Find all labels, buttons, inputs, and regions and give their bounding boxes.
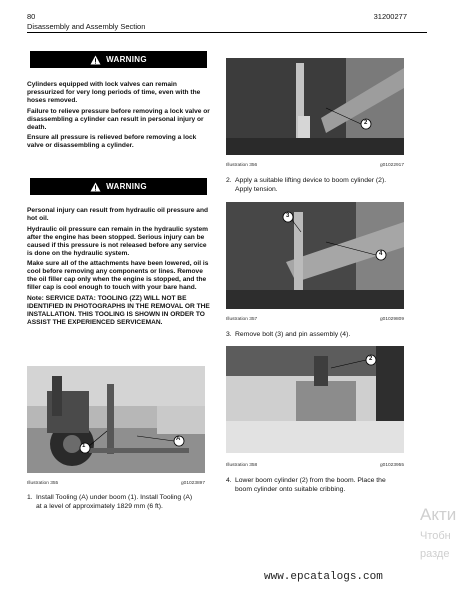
step-2	[226, 177, 416, 197]
warning-banner-2	[30, 178, 207, 195]
illustration-355-code: g01023897	[180, 481, 205, 486]
warning-paragraph: Personal injury can result from hydraulic oil pressure and hot oil.	[27, 207, 209, 222]
warning-paragraph: Failure to relieve pressure before removing a lock valve or disassembling a cylinder can result in personal injury or death.	[27, 107, 210, 131]
step-text-line: at a level of approximately 1829 mm (6 ft).	[36, 502, 163, 510]
warning-paragraph: Ensure all pressure is relieved before removing a lock valve or disassembling a cylinder.	[27, 134, 197, 150]
activation-overlay-text: Чтобн	[420, 530, 451, 542]
callout-a: A	[176, 436, 181, 442]
illustration-358-photo	[226, 346, 404, 453]
document-number: 31200277	[373, 12, 407, 21]
illustration-356-photo	[226, 58, 404, 155]
warning-paragraph: Hydraulic oil pressure can remain in the hydraulic system after the engine has been stopped. Serious injury can be caused if this pressure is not released before any service is done on the hydraulic system.	[27, 225, 209, 257]
step-text-line: Apply tension.	[235, 185, 278, 193]
step-number: 4.	[226, 477, 232, 484]
activation-overlay-title: Акти	[420, 505, 457, 524]
step-number: 1.	[27, 494, 33, 501]
callout-2: 2	[364, 120, 368, 126]
illustration-356-label: Illustration 356	[226, 163, 258, 168]
header-divider	[27, 32, 427, 33]
warning-triangle-icon	[90, 182, 101, 192]
illustration-357-label: Illustration 357	[226, 317, 258, 322]
warning-triangle-icon	[90, 55, 101, 65]
illustration-355-photo	[27, 366, 205, 473]
step-text-line: Lower boom cylinder (2) from the boom. Place the	[235, 477, 386, 484]
warning-paragraph: Cylinders equipped with lock valves can remain pressurized for very long periods of time, even with the hoses removed.	[27, 81, 201, 104]
illustration-358-label: Illustration 358	[226, 463, 258, 468]
step-text-line: boom cylinder onto suitable cribbing.	[235, 485, 346, 493]
callout-3: 3	[286, 213, 290, 219]
warning-text-1	[27, 81, 212, 153]
warning-label-2: WARNING	[106, 182, 147, 191]
service-note: Note: SERVICE DATA: TOOLING (ZZ) WILL NOT BE IDENTIFIED IN PHOTOGRAPHS IN THE REMOVAL OR THE INSTALLATION. THIS TOOLING IS SHOWN IN ORDER TO ASSIST THE EXPERIENCED SERVICEMAN.	[27, 295, 210, 326]
illustration-355-label: Illustration 355	[27, 481, 59, 486]
step-text-line: Apply a suitable lifting device to boom cylinder (2).	[235, 177, 387, 184]
step-3	[226, 331, 416, 341]
illustration-357-code: g01029809	[379, 317, 404, 322]
warning-banner-1	[30, 51, 207, 68]
footer-url: www.epcatalogs.com	[264, 571, 383, 583]
callout-4: 4	[379, 251, 383, 257]
activation-overlay-text: разде	[420, 548, 450, 560]
warning-label-1: WARNING	[106, 55, 147, 64]
step-1	[27, 494, 212, 514]
warning-text-2	[27, 207, 212, 330]
step-number: 2.	[226, 177, 232, 184]
illustration-356-code: g01022917	[379, 163, 404, 168]
step-number: 3.	[226, 331, 232, 338]
page-header	[27, 12, 145, 32]
step-text-line: Install Tooling (A) under boom (1). Install Tooling (A)	[36, 494, 193, 501]
warning-paragraph: Make sure all of the attachments have been lowered, oil is cool before removing any components or lines. Remove the oil filler cap only when the engine is stopped, and the filler cap is cool enough to touch with your bare hand.	[27, 260, 209, 292]
callout-1: 1	[82, 443, 86, 449]
illustration-357-photo	[226, 202, 404, 309]
section-title: Disassembly and Assembly Section	[27, 22, 146, 31]
page-number: 80	[27, 12, 36, 21]
illustration-358-code: g01023955	[379, 463, 404, 468]
step-4	[226, 477, 421, 497]
step-text-line: Remove bolt (3) and pin assembly (4).	[235, 331, 351, 338]
callout-2: 2	[369, 356, 373, 362]
